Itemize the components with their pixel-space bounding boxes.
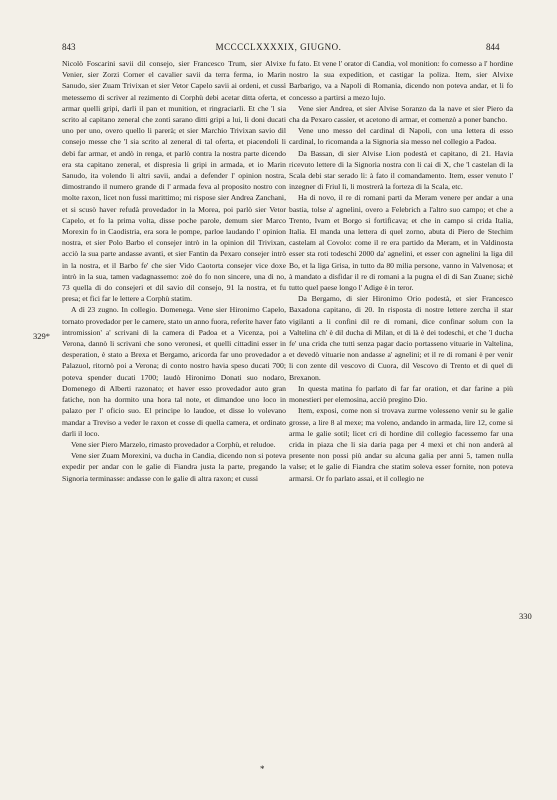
paragraph: In questa matina fo parlato di far far oration, et dar farine a più monestieri per elemosina, acciò pregino Dio. [289,383,513,405]
paragraph: Vene sier Andrea, et sier Alvise Soranzo da la nave et sier Piero da cha da Pexaro cassier, et acetono di armar, et comenzò a poner bancho. [289,103,513,125]
footer-mark: * [260,764,265,774]
page-number-right: 844 [486,42,500,52]
page-header [0,42,557,56]
left-column [62,58,286,758]
page-number-left: 843 [62,42,76,52]
paragraph: fu fato. Et vene l' orator di Candia, vol monition: fo comesso a l' hordine nostro la sua expedition, et castigar la poliza. Item, sier Alvixe Barbarigo, va a Napoli di Romania, dicendo non poteva andar, et li fo concesso a partirsi a mezo lujo. [289,59,513,102]
margin-number-left: 329* [33,331,50,341]
paragraph: Vene sier Zuam Morexini, va ducha in Candia, dicendo non si poteva expedir per andar con le galie di Fiandra justa la parte, pregando la Signoria terminasse: andasse con le galie di altra raxon; et cussì [62,451,286,483]
paragraph: Item, exposi, come non si trovava zurme volesseno venir su le galie grosse, a lire 8 al mexe; ma voleno, andando in armada, lire 12, come si arma le galie sotil; licet cri di hordine dil collegio facessemo far una crida in piaza che li sia daria paga per 4 mexi et chi non anderà al presente non possi più andar su alcuna galia per anni 5, tamen nulla valse; et le galie di Fiandra che statim soleva esser fornite, non poteva armarsi. Or fo parlato assai, et il collegio ne [289,406,513,483]
paragraph: A dì 23 zugno. In collegio. Domenega. Vene sier Hironimo Capelo, tornato provedador per le camere, stato un anno fuora, referite haver fato intromission' a' scrivani di la camera di Padoa et a Vicenza, poi a Verona, dannò li scrivani che sono veronesi, et quelli cittadini esser in desperation, è stato a Brexa et Bergamo, aricorda far uno provedador a Palazuol, ritornò poi a Verona; di conto nostro havia speso ducati 700; poteva spender ducati 1700; laudò Hironimo Donati suo nodaro, Domenego di Alberti razonato; et haver esso provedador auto gran fatiche, non ha dormito una hora tal note, et dimandoe uno loco in palazo per l' oficio suo. El principe lo laudoe, et disse lo volevano mandar a Treviso a veder le raxon et cosse di quella camera, et ordinato darli il loco. [62,305,286,438]
paragraph: Nicolò Foscarini savii dil consejo, sier Francesco Trum, sier Alvixe Venier, sier Zorzi Corner el cavalier savii da terra ferma, io Marin Sanudo, sier Zuam Trivixan et sier Vetor Capelo savii ai ordeni, et cussì metessemo di scriver al rezimento di Corphù debi acetar ditta oferta, et armar quelli gripi, darli il pan et munition, et ringraciarli. Et che 'l sia scrito al capitano zeneral che zonti sarano ditti gripi a lui, li doni ducati uno per uno, overo quello li parerà; et sier Marchio Trivixan savio dil consejo messe che 'l sia scrito al zeneral di tal oferta, et piacendoli li debi far armar, et andò in renga, et parlò contra la nostra parte dicendo era sta capitano zeneral, et dispresia li gripi in armada, et io Marin Sanudo, ita volendo li altri savii, andai a defender l' opinion nostra, dimostrando il numero grande di l' armada feva al proposito nostro con molte raxon, licet non fussi marittimo; mi rispose sier Andrea Zanchani, et si scusò haver refudà provedador in la Morea, poi parlò sier Vetor Capelo, et fo la prima volta, disse poche parole, demum sier Marco Morexin fo in Caodistria, era sora le pompe, parloe laudando l' opinion nostra, et sier Polo Barbo el consejer intrò in la opinion dil Trivixan, acciò la sua parte andasse avanti, et sier Fantin da Pexaro consejer intrò in la nostra, et il Barbo fe' che sier Vido Caotorta consejer vice doxe intrò in la sua, tamen vadagnassemo: zoè do fo non sincere, una di no, 73 quella di do consejeri et dil savio dil consejo, 91 la nostra, et fu presa; et fici far le lettere a Corphù statim. [62,59,286,304]
right-column [289,58,513,758]
paragraph: Ha di novo, il re di romani parti da Meram venere per andar a una bastia, tolse a' agnelini, overo a Felebrich a l'altro suo campo; et che a Trento, Ivam et Borgo si fortificava; et che in campo si crida Italia, Italia. El manda una lettera di quel zorno, abuta di Piero de Stechim castelam al Covolo: come il re era partido da Meram, et in Valdinosta esser sta roti todeschi 2000 da' agnelini, et esser con agnelini la liga dil Bo, et la liga Grisa, in tutto da 80 milia persone, vanno in Valvenosa; et à mandato a disfidar il re di romani a la pugna el dì di San Zuane; sichè tutto quel paese longo l' Adige è in teror. [289,193,513,293]
paragraph: Vene sier Piero Marzelo, rimasto provedador a Corphù, et reludoe. [71,439,276,449]
running-head: MCCCCLXXXXIX, GIUGNO. [215,42,342,52]
paragraph: Da Bergamo, di sier Hironimo Orio podestà, et sier Francesco Baxadona capitano, di 20. In risposta di nostre lettere zercha il star vigilanti a li confini dil re di romani, dice confinar solum con la Valtelina ch' è dil ducha di Milan, et di là è dei todeschi, et che 'l ducha fe' una crida che tutti senza pagar dacio portasseno vituarie in Valtelina, et devedò vituarie non andasse a' agnelini; et il re di romani è per venir li con zente dil vescovo di Cuora, dil Vescovo di Trento et di quel di Brexanon. [289,294,513,382]
margin-number-right: 330 [519,611,532,621]
paragraph: Vene uno messo del cardinal di Napoli, con una lettera di esso cardinal, lo ricomanda a la Signoria sia messo nel collegio a Padoa. [289,126,513,147]
paragraph: Da Bassan, di sier Alvise Lion podestà et capitano, di 21. Havia ricevuto lettere di la Signoria nostra con li cai di X, che 'l castelan di la Scala debi star serado li: à fato il comandamento. Item, esser venuto l' inzegner di Friul li, li mostrerà la forteza di la Scala, etc. [289,148,513,192]
